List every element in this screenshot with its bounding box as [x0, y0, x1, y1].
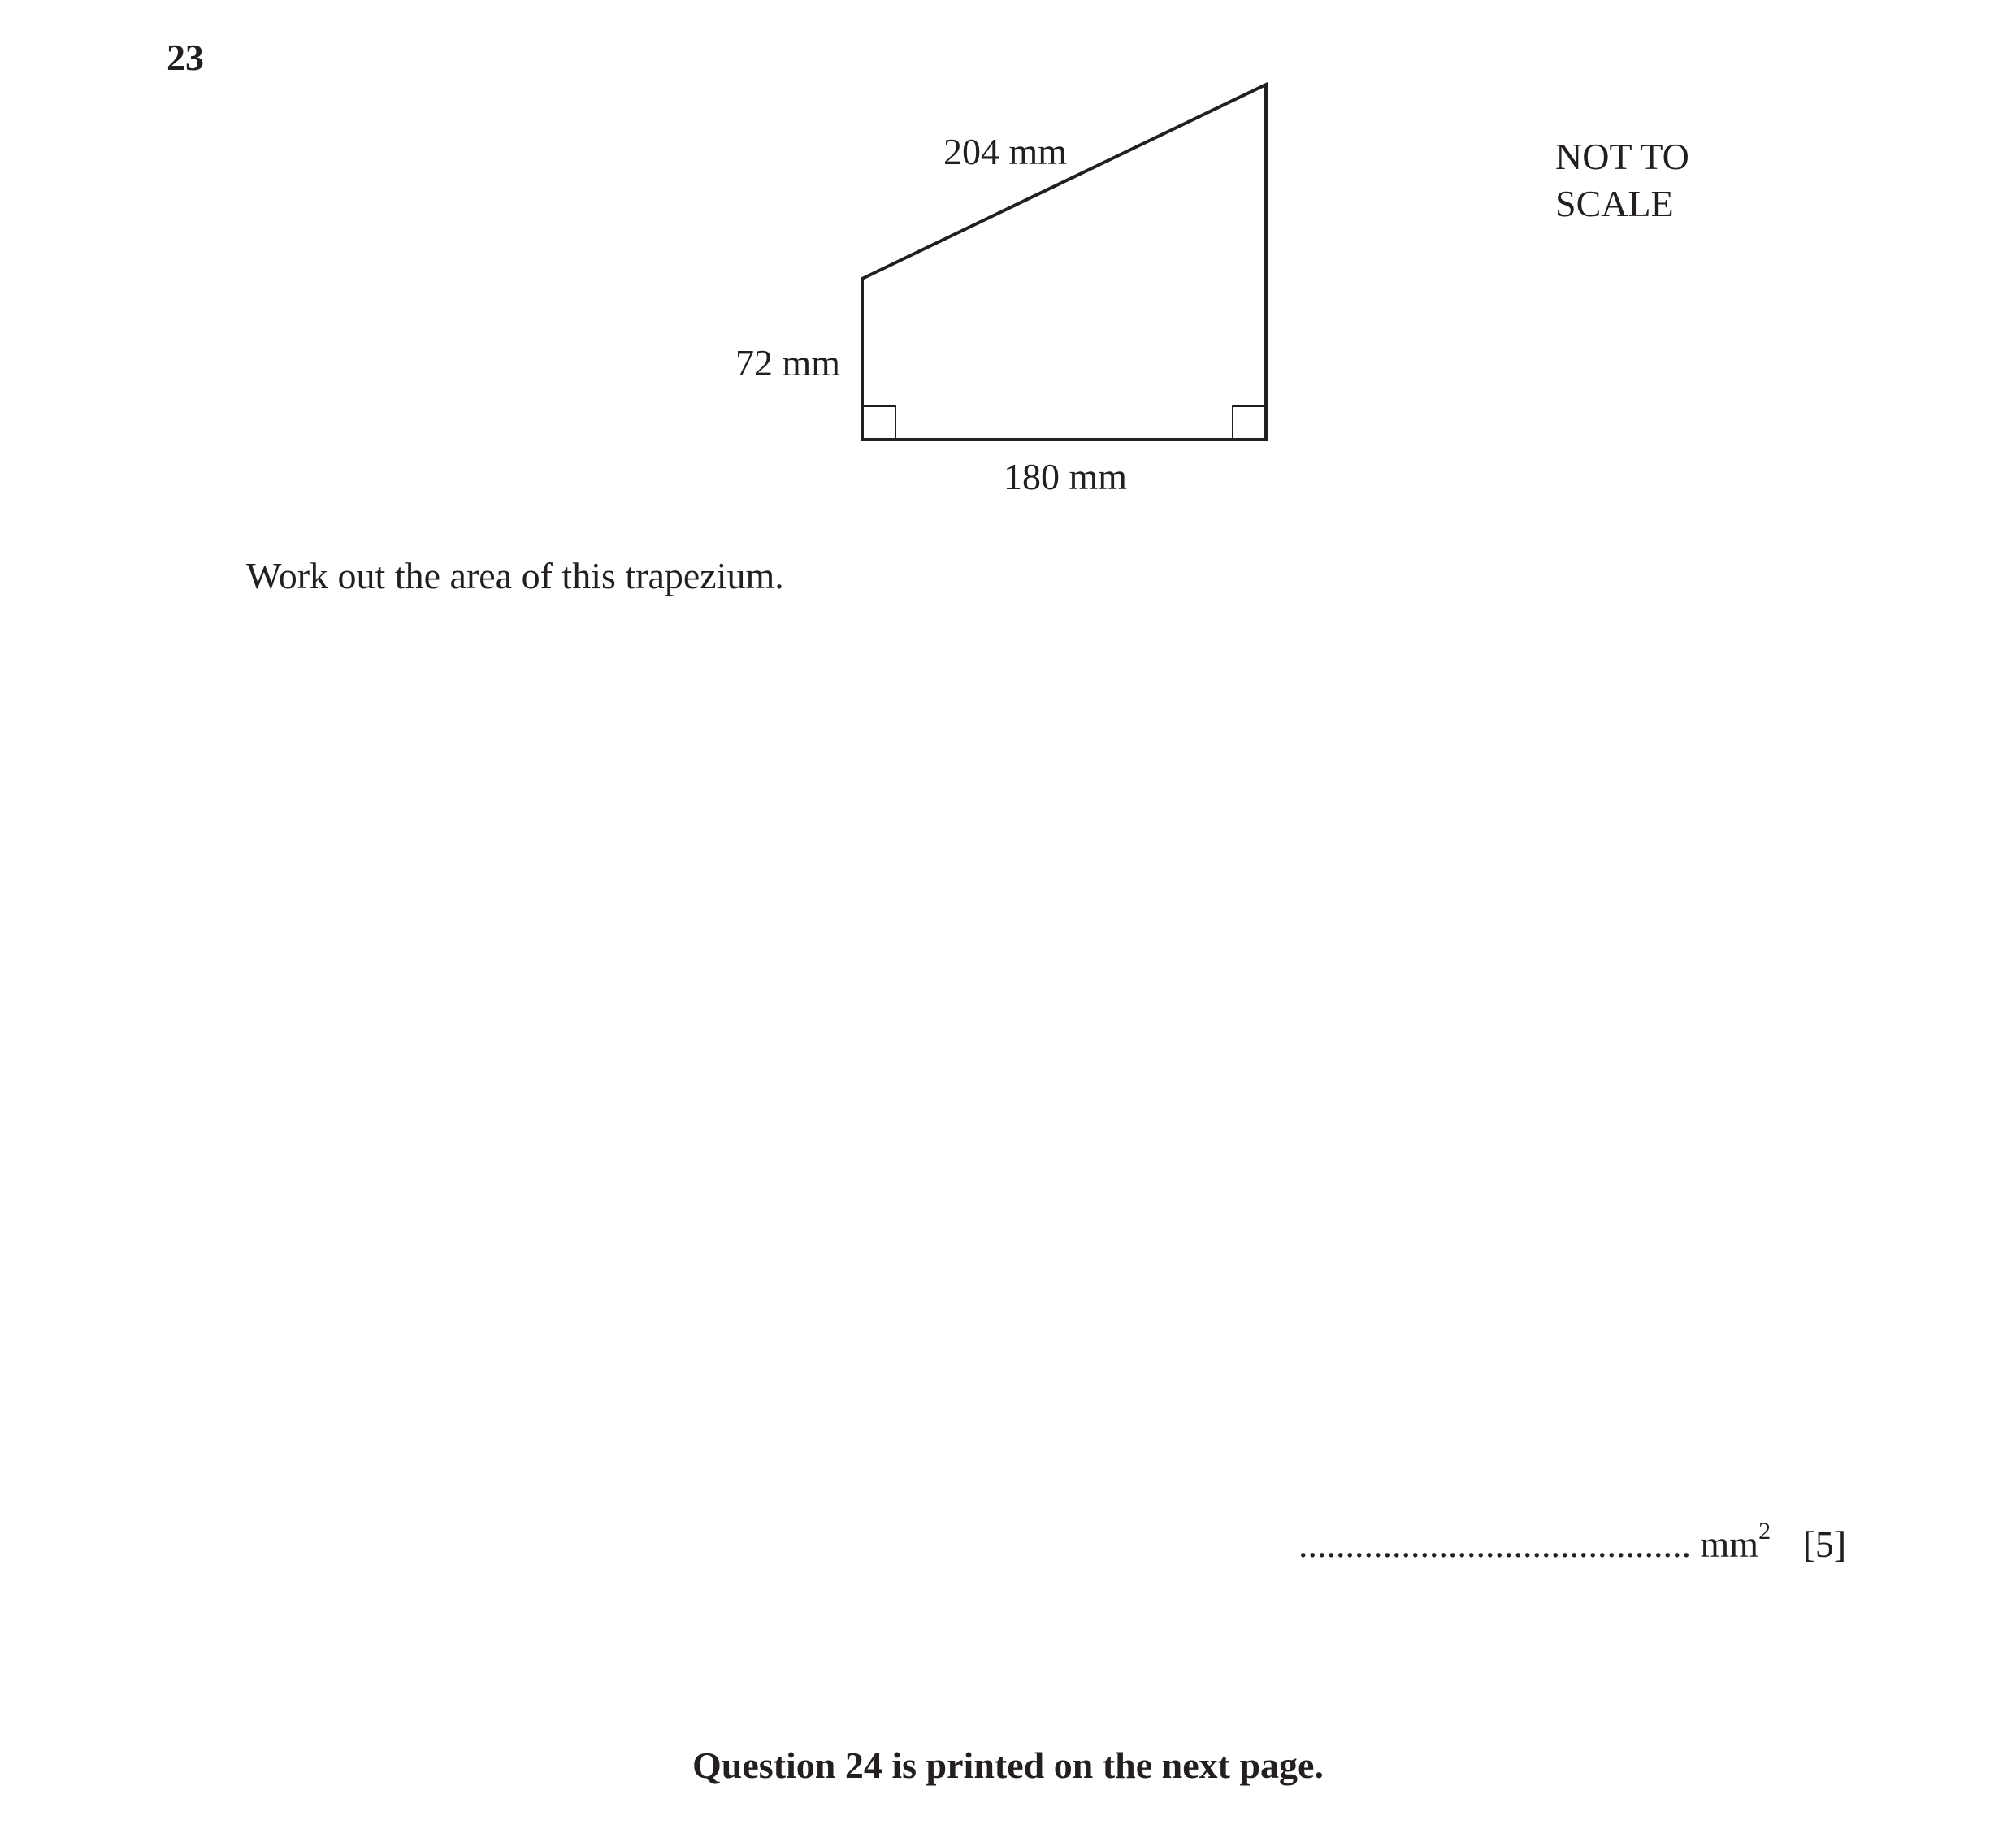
answer-unit — [1700, 1518, 1771, 1565]
footer-note: Question 24 is printed on the next page. — [692, 1744, 1324, 1786]
label-base: 180 mm — [1004, 456, 1128, 497]
right-angle-marker-right — [1233, 406, 1266, 440]
not-to-scale-line2: SCALE — [1555, 183, 1674, 224]
not-to-scale-note — [1555, 133, 1689, 228]
not-to-scale-line1: NOT TO — [1555, 136, 1689, 177]
answer-unit-power: 2 — [1758, 1518, 1771, 1545]
question-number: 23 — [167, 37, 204, 78]
question-prompt: Work out the area of this trapezium. — [246, 555, 784, 596]
label-left-side: 72 mm — [735, 342, 841, 384]
right-angle-marker-left — [862, 406, 895, 440]
marks-label: [5] — [1802, 1523, 1847, 1565]
label-slant-side: 204 mm — [943, 131, 1068, 172]
answer-line — [1298, 1518, 1847, 1565]
answer-unit-text: mm — [1700, 1523, 1759, 1565]
answer-dots[interactable]: .......................................... — [1298, 1523, 1691, 1565]
